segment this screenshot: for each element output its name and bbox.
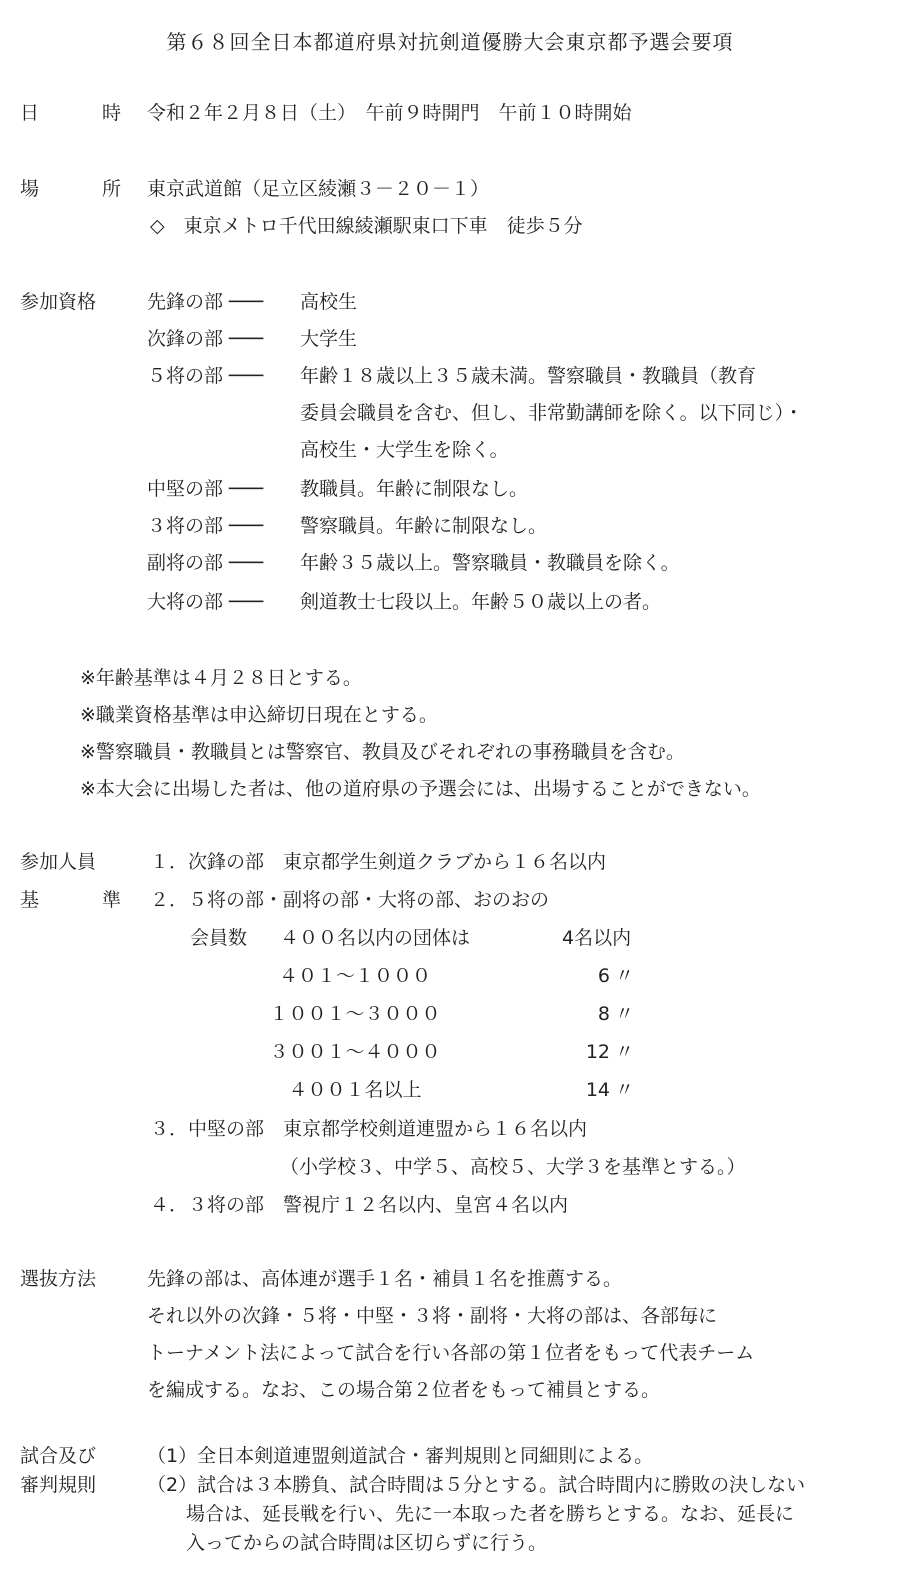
datetime-label: 日 時 <box>20 102 144 124</box>
rules-item-continued: 入ってからの試合時間は区切らずに行う。 <box>186 1532 548 1554</box>
ditto-mark: 〃 <box>615 1003 635 1025</box>
division-label: ５将の部 ─── <box>147 365 264 387</box>
division-requirement: 教職員。年齢に制限なし。 <box>300 478 529 500</box>
participants-label: 参加人員 <box>20 851 97 873</box>
page-title: 第６８回全日本都道府県対抗剣道優勝大会東京都予選会要項 <box>166 30 734 54</box>
rules-label: 試合及び <box>20 1445 97 1467</box>
datetime-value: 令和２年２月８日（土） 午前９時開門 午前１０時開始 <box>147 102 632 124</box>
division-label: 次鋒の部 ─── <box>147 328 264 350</box>
member-range: ４０１～１０００ <box>278 965 431 987</box>
eligibility-note: ※本大会に出場した者は、他の道府県の予選会には、出場することができない。 <box>80 778 761 800</box>
participants-item: １．次鋒の部 東京都学生剣道クラブから１６名以内 <box>150 851 607 873</box>
eligibility-note: ※年齢基準は４月２８日とする。 <box>80 667 362 689</box>
member-count-header: 会員数 <box>190 927 248 949</box>
participants-item: ４．３将の部 警視庁１２名以内、皇宮４名以内 <box>150 1194 569 1216</box>
ditto-mark: 〃 <box>615 1079 635 1101</box>
division-requirement: 高校生 <box>300 291 358 313</box>
division-requirement: 警察職員。年齢に制限なし。 <box>300 515 548 537</box>
participants-item: ２．５将の部・副将の部・大将の部、おのおの <box>150 889 550 911</box>
quota-count: 8 <box>597 1003 610 1025</box>
eligibility-note: ※職業資格基準は申込締切日現在とする。 <box>80 704 438 726</box>
selection-text: それ以外の次鋒・５将・中堅・３将・副将・大将の部は、各部毎に <box>147 1305 718 1327</box>
quota-count: 6 <box>597 965 610 987</box>
selection-text: 先鋒の部は、高体連が選手１名・補員１名を推薦する。 <box>147 1268 623 1290</box>
participants-item: ３．中堅の部 東京都学校剣道連盟から１６名以内 <box>150 1118 588 1140</box>
venue-access: ◇ 東京メトロ千代田線綾瀬駅東口下車 徒歩５分 <box>150 215 583 237</box>
eligibility-label: 参加資格 <box>20 291 97 313</box>
member-range: ４００名以内の団体は <box>280 927 471 949</box>
quota-count: 4名以内 <box>562 927 632 949</box>
quota-count: 12 <box>585 1041 610 1063</box>
division-requirement: 高校生・大学生を除く。 <box>300 439 509 461</box>
venue-label: 場 所 <box>20 178 144 200</box>
division-requirement: 委員会職員を含む、但し、非常勤講師を除く。以下同じ）・ <box>300 402 804 424</box>
division-label: 大将の部 ─── <box>147 591 264 613</box>
division-requirement: 大学生 <box>300 328 358 350</box>
ditto-mark: 〃 <box>615 1041 635 1063</box>
rules-item: （2）試合は３本勝負、試合時間は５分とする。試合時間内に勝敗の決しない <box>147 1474 806 1496</box>
quota-count: 14 <box>585 1079 610 1101</box>
division-label: ３将の部 ─── <box>147 515 264 537</box>
eligibility-note: ※警察職員・教職員とは警察官、教員及びそれぞれの事務職員を含む。 <box>80 741 685 763</box>
selection-text: トーナメント法によって試合を行い各部の第１位者をもって代表チーム <box>147 1342 755 1364</box>
division-label: 先鋒の部 ─── <box>147 291 264 313</box>
ditto-mark: 〃 <box>615 965 635 987</box>
division-requirement: 剣道教士七段以上。年齢５０歳以上の者。 <box>300 591 662 613</box>
selection-label: 選抜方法 <box>20 1268 97 1290</box>
rules-label: 審判規則 <box>20 1474 97 1496</box>
participants-item-note: （小学校３、中学５、高校５、大学３を基準とする。） <box>280 1156 746 1178</box>
criteria-label: 基 準 <box>20 889 144 911</box>
division-label: 副将の部 ─── <box>147 552 264 574</box>
member-range: １００１～３０００ <box>269 1003 441 1025</box>
venue-address: 東京武道館（足立区綾瀬３－２０－１） <box>147 178 490 200</box>
member-range: ４００１名以上 <box>288 1079 422 1101</box>
member-range: ３００１～４０００ <box>269 1041 441 1063</box>
division-label: 中堅の部 ─── <box>147 478 264 500</box>
rules-item: （1）全日本剣道連盟剣道試合・審判規則と同細則による。 <box>147 1445 654 1467</box>
division-requirement: 年齢３５歳以上。警察職員・教職員を除く。 <box>300 552 680 574</box>
division-requirement: 年齢１８歳以上３５歳未満。警察職員・教職員（教育 <box>300 365 757 387</box>
selection-text: を編成する。なお、この場合第２位者をもって補員とする。 <box>147 1379 661 1401</box>
rules-item-continued: 場合は、延長戦を行い、先に一本取った者を勝ちとする。なお、延長に <box>186 1503 795 1525</box>
